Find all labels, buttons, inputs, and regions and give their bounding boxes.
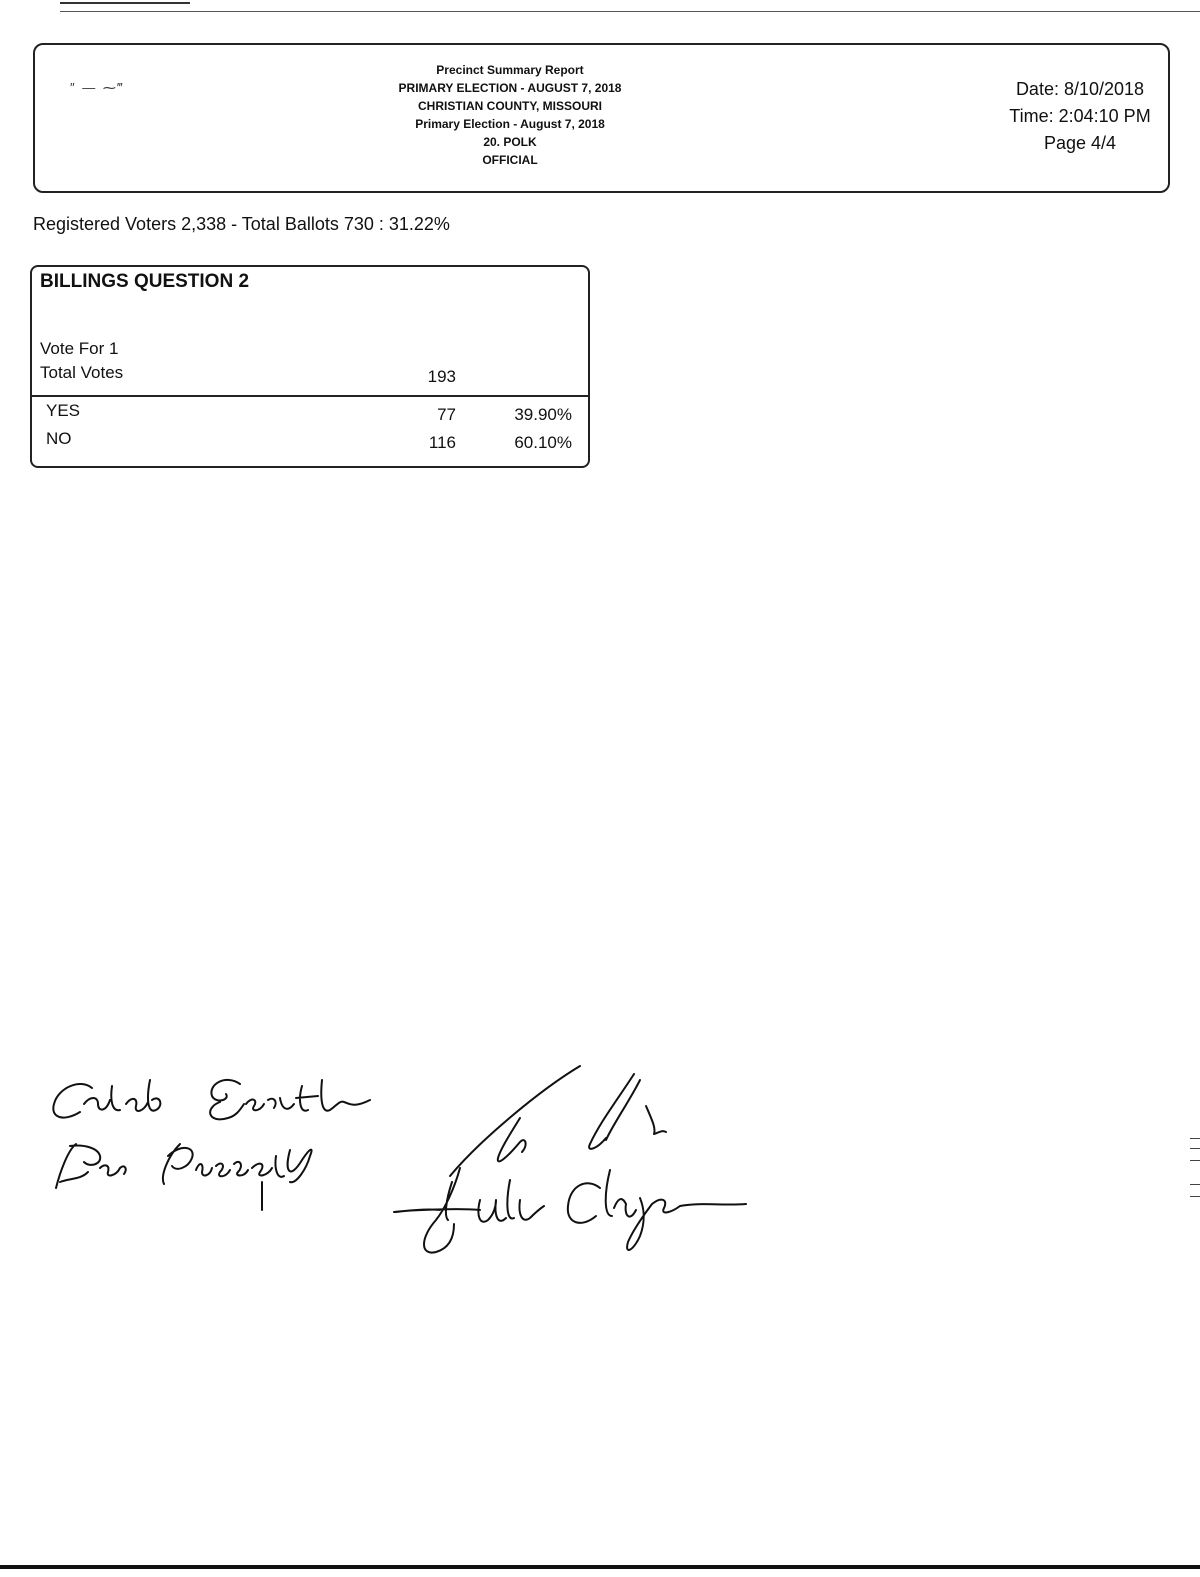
scan-edge-tick (1190, 1196, 1200, 1197)
choice-votes: 77 (437, 405, 456, 424)
county-line: CHRISTIAN COUNTY, MISSOURI (417, 99, 602, 113)
registered-voters-summary: Registered Voters 2,338 - Total Ballots 730 : 31.22% (33, 214, 450, 234)
scan-edge-top-thick (60, 2, 190, 4)
total-votes-label: Total Votes (40, 363, 124, 382)
choice-percent: 39.90% (514, 405, 572, 424)
report-header-center (300, 61, 720, 169)
signature-ken-wolf (450, 1066, 666, 1176)
contest-box (30, 265, 590, 468)
choice-label: NO (46, 429, 72, 448)
scan-edge-tick (1190, 1160, 1200, 1161)
report-time: Time: 2:04:10 PM (1009, 106, 1151, 126)
contest-divider (32, 395, 588, 397)
election-subline: Primary Election - August 7, 2018 (415, 117, 605, 131)
report-status: OFFICIAL (482, 153, 538, 167)
signature-julie-clayton (394, 1168, 746, 1253)
choice-votes: 116 (428, 433, 456, 452)
choice-percent: 60.10% (514, 433, 572, 452)
scan-edge-top (60, 11, 1200, 12)
precinct-name: 20. POLK (483, 135, 537, 149)
report-meta (990, 76, 1170, 157)
contest-title: BILLINGS QUESTION 2 (40, 271, 250, 292)
choice-label: YES (46, 401, 81, 420)
total-votes-value: 193 (427, 367, 456, 386)
signature-block (40, 1060, 760, 1260)
page-number: Page 4/4 (1043, 133, 1117, 153)
signature-carl-esseth (53, 1080, 370, 1119)
signatures-svg (40, 1060, 760, 1260)
election-line: PRIMARY ELECTION - AUGUST 7, 2018 (398, 81, 622, 95)
vote-for-label: Vote For 1 (40, 339, 119, 358)
header-mark: ″ — ⁓‴ (70, 80, 125, 95)
result-row-yes (32, 401, 588, 427)
scan-edge-tick (1190, 1148, 1200, 1149)
scan-edge-tick (1190, 1138, 1200, 1139)
signature-lisa-russell (56, 1144, 312, 1210)
report-date: Date: 8/10/2018 (1015, 79, 1145, 99)
scan-edge-bottom (0, 1565, 1200, 1569)
report-title: Precinct Summary Report (436, 63, 584, 77)
result-row-no (32, 429, 588, 455)
scan-edge-tick (1190, 1184, 1200, 1185)
